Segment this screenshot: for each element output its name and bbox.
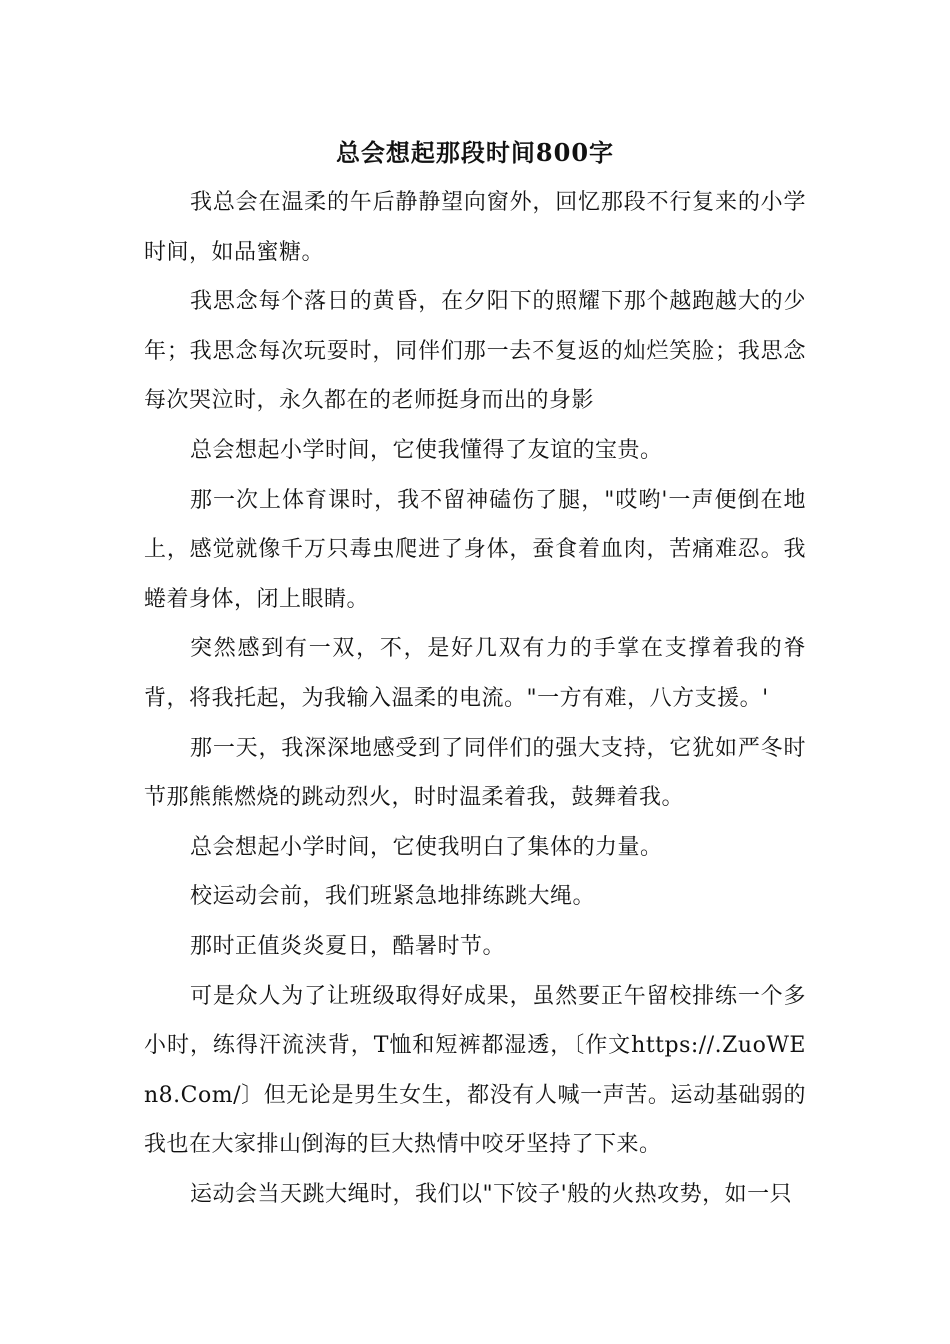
paragraph: 校运动会前，我们班紧急地排练跳大绳。 <box>190 884 596 910</box>
paragraph: 我思念每个落日的黄昏，在夕阳下的照耀下那个越跑越大的少年；我思念每次玩耍时，同伴们那一去不复返的灿烂笑脸；我思念每次哭泣时，永久都在的老师挺身而出的身影 <box>144 289 806 414</box>
paragraph: 我总会在温柔的午后静静望向窗外，回忆那段不行复来的小学时间，如品蜜糖。 <box>144 190 806 265</box>
paragraph: 总会想起小学时间，它使我明白了集体的力量。 <box>190 834 663 860</box>
paragraph: 突然感到有一双，不，是好几双有力的手掌在支撑着我的脊背，将我托起，为我输入温柔的电流。"一方有难，八方支援。' <box>144 636 806 711</box>
paragraph: 那时正值炎炎夏日，酷暑时节。 <box>190 933 506 959</box>
paragraph: 那一天，我深深地感受到了同伴们的强大支持，它犹如严冬时节那熊熊燃烧的跳动烈火，时时温柔着我，鼓舞着我。 <box>144 735 806 811</box>
paragraph: 可是众人为了让班级取得好成果，虽然要正午留校排练一个多小时，练得汗流浃背，T恤和短裤都湿透，〔作文https://.ZuoWEn8.Com/〕但无论是男生女生，都没有人喊一声苦。运动基础弱的我也在大家排山倒海的巨大热情中咬牙坚持了下来。 <box>144 983 806 1158</box>
document-body <box>144 178 806 1219</box>
document-title: 总会想起那段时间800字 <box>335 138 615 167</box>
paragraph: 那一次上体育课时，我不留神磕伤了腿，"哎哟'一声便倒在地上，感觉就像千万只毒虫爬进了身体，蚕食着血肉，苦痛难忍。我蜷着身体，闭上眼睛。 <box>144 487 806 612</box>
paragraph: 总会想起小学时间，它使我懂得了友谊的宝贵。 <box>190 437 663 463</box>
paragraph: 运动会当天跳大绳时，我们以"下饺子'般的火热攻势，如一只 <box>190 1181 793 1207</box>
